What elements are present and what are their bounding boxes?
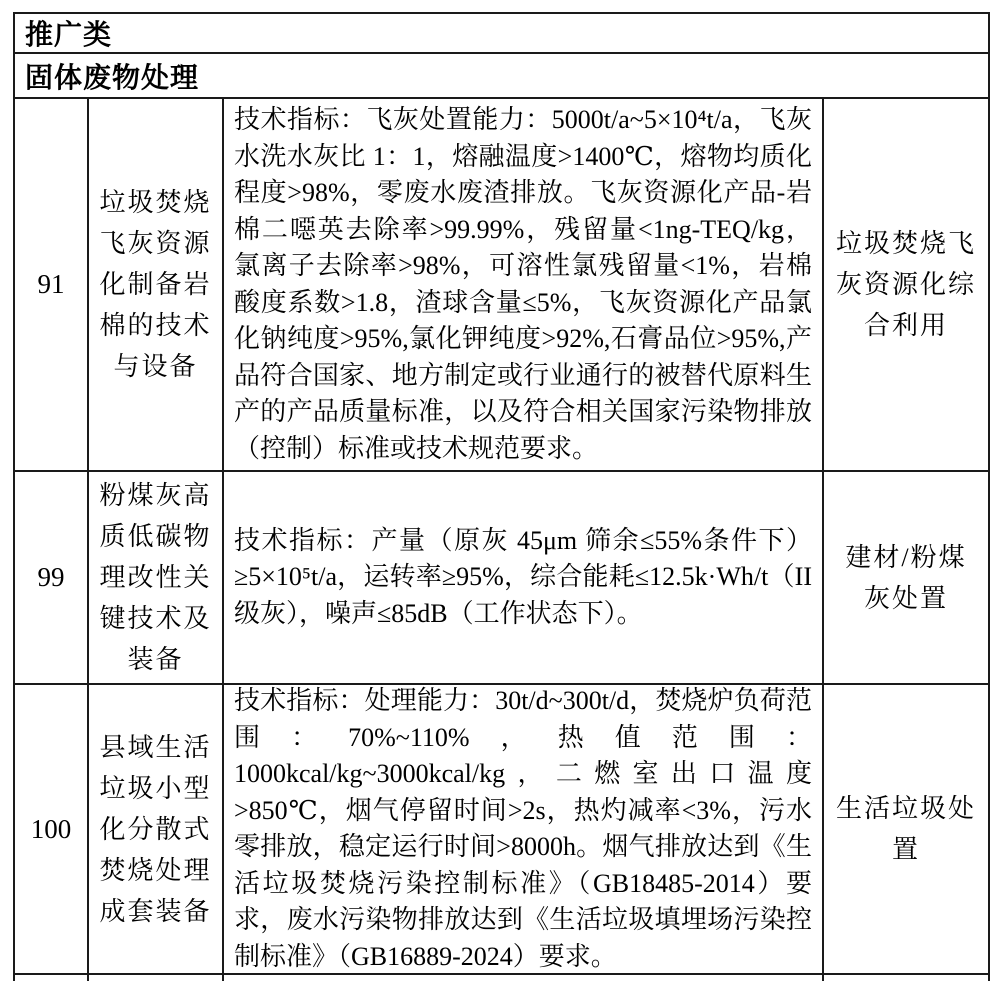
application-cell [824, 685, 988, 973]
application-text: 生活垃圾处置 [835, 794, 976, 864]
category-header-row [15, 14, 988, 54]
application-cell [824, 472, 988, 683]
application-cell [824, 975, 988, 981]
row-number-cell: 99 [15, 472, 89, 683]
row-number-cell: 100 [15, 685, 89, 973]
technology-catalog-table [13, 12, 990, 981]
tech-name-cell [89, 975, 224, 981]
row-number-cell [15, 975, 89, 981]
tech-spec-text: 技术指标：处理能力：30t/d~300t/d，焚烧炉负荷范围：70%~110%，热值范围：1000kcal/kg~3000kcal/kg，二燃室出口温度>850℃，烟气停留时间>2s，热灼减率<3%，污水零排放，稳定运行时间>8000h。烟气排放达到《生活垃圾焚烧污染控制标准》（GB18485-2014）要求，废水污染物排放达到《生活垃圾填埋场污染控制标准》（GB16889-2024）要求。 [234, 686, 812, 971]
tech-spec-text: 技术指标：飞灰处置能力：5000t/a~5×10⁴t/a，飞灰水洗水灰比 1：1，熔融温度>1400℃，熔物均质化程度>98%，零废水废渣排放。飞灰资源化产品-岩棉二噁英去除率>99.99%，残留量<1ng-TEQ/kg，氯离子去除率>98%，可溶性氯残留量<1%，岩棉酸度系数>1.8，渣球含量≤5%，飞灰资源化产品氯化钠纯度>95%,氯化钾纯度>92%,石膏品位>95%,产品符合国家、地方制定或行业通行的被替代原料生产的产品质量标准，以及符合相关国家污染物排放（控制）标准或技术规范要求。 [234, 105, 812, 463]
tech-spec-cell [224, 685, 824, 973]
application-text: 建材/粉煤灰处置 [845, 542, 967, 613]
application-text: 垃圾焚烧飞灰资源化综合利用 [835, 229, 976, 340]
tech-name-text: 粉煤灰高质低碳物理改性关键技术及装备 [99, 481, 212, 674]
table-row [15, 685, 988, 975]
tech-name-cell [89, 685, 224, 973]
table-row [15, 472, 988, 685]
application-cell [824, 99, 988, 470]
tech-spec-text: 技术指标：产量（原灰 45μm 筛余≤55%条件下）≥5×10⁵t/a，运转率≥95%，综合能耗≤12.5k·Wh/t（II级灰），噪声≤85dB（工作状态下）。 [234, 525, 812, 628]
table-row-partial [15, 975, 988, 981]
tech-name-cell [89, 99, 224, 470]
tech-name-cell [89, 472, 224, 683]
tech-name-text: 垃圾焚烧飞灰资源化制备岩棉的技术与设备 [99, 188, 212, 381]
section-header-row [15, 54, 988, 99]
tech-spec-cell [224, 975, 824, 981]
section-header: 固体废物处理 [25, 62, 200, 94]
table-row [15, 99, 988, 472]
row-number-cell: 91 [15, 99, 89, 470]
tech-spec-cell [224, 99, 824, 470]
tech-spec-cell [224, 472, 824, 683]
tech-name-text: 县域生活垃圾小型化分散式焚烧处理成套装备 [99, 732, 212, 926]
category-header: 推广类 [25, 20, 113, 51]
